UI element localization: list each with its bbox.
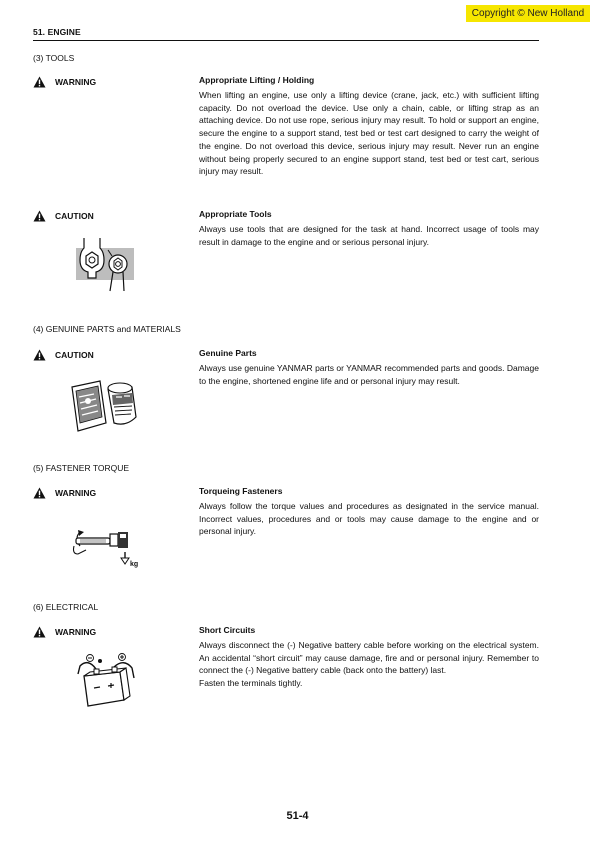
alert-electrical bbox=[33, 626, 96, 638]
entry-genuine bbox=[199, 348, 539, 387]
alert-label: WARNING bbox=[55, 627, 97, 637]
entry-body: Always disconnect the (-) Negative battery cable before working on the electrical system. An accidental “short circuit” may cause damage, fire and or personal injury. Remember to connect the (-) Negative battery cable (back onto the battery) last. bbox=[199, 640, 539, 676]
warning-triangle-icon bbox=[33, 626, 46, 638]
page-number: 51-4 bbox=[286, 810, 309, 822]
copyright-badge: Copyright © New Holland bbox=[466, 5, 590, 22]
entry-electrical bbox=[199, 625, 539, 690]
entry-heading: Torqueing Fasteners bbox=[199, 486, 283, 496]
section-title-electrical: (6) ELECTRICAL bbox=[33, 602, 99, 612]
entry-body: When lifting an engine, use only a lifting device (crane, jack, etc.) with sufficient lifting capacity. Do not overload the device. Use only a chain, cable, or lifting strap as an attaching device. Do not use rope, serious injury may result. To hold or support an engine, secure the engine to a support stand, test bed or test cart designed to carry the weight of the engine. Do not overload this device, serious injury may result. Never run an engine without being properly secured to an engine support stand, test bed or test cart, serious injury may result. bbox=[199, 90, 539, 177]
alert-label: CAUTION bbox=[55, 211, 94, 221]
entry-heading: Genuine Parts bbox=[199, 348, 257, 358]
entry-body: Always use tools that are designed for the task at hand. Incorrect usage of tools may result in damage to the engine and or serious personal injury. bbox=[199, 224, 539, 247]
entry-body: Always use genuine YANMAR parts or YANMAR recommended parts and goods. Damage to the engine, shortened engine life and or personal injury may result. bbox=[199, 363, 539, 386]
svg-text:kg: kg bbox=[130, 561, 139, 568]
wrench-tools-icon bbox=[72, 238, 138, 292]
entry-body-extra: Fasten the terminals tightly. bbox=[199, 678, 303, 689]
warning-triangle-icon bbox=[33, 487, 46, 499]
torque-wrench-icon bbox=[70, 524, 142, 568]
header-divider bbox=[33, 40, 539, 41]
warning-triangle-icon bbox=[33, 349, 46, 361]
entry-heading: Appropriate Tools bbox=[199, 209, 272, 219]
section-title-genuine: (4) GENUINE PARTS and MATERIALS bbox=[33, 324, 181, 334]
alert-label: CAUTION bbox=[55, 350, 94, 360]
entry-heading: Appropriate Lifting / Holding bbox=[199, 75, 315, 85]
battery-terminal-icon bbox=[74, 652, 138, 710]
alert-torque bbox=[33, 487, 96, 499]
warning-triangle-icon bbox=[33, 210, 46, 222]
entry-tools bbox=[199, 209, 539, 248]
alert-genuine bbox=[33, 349, 94, 361]
alert-lifting bbox=[33, 76, 96, 88]
alert-label: WARNING bbox=[55, 77, 97, 87]
entry-lifting bbox=[199, 75, 539, 178]
section-title-torque: (5) FASTENER TORQUE bbox=[33, 463, 130, 473]
warning-triangle-icon bbox=[33, 76, 46, 88]
entry-torque bbox=[199, 486, 539, 538]
section-title-tools: (3) TOOLS bbox=[33, 53, 75, 63]
entry-heading: Short Circuits bbox=[199, 625, 256, 635]
genuine-parts-package-icon bbox=[70, 377, 140, 433]
entry-body: Always follow the torque values and procedures as designated in the service manual. Incorrect values, procedures and or tools may cause damage to the engine and or personal injury. bbox=[199, 501, 539, 537]
chapter-title: 51. ENGINE bbox=[33, 27, 81, 37]
alert-label: WARNING bbox=[55, 488, 97, 498]
alert-tools bbox=[33, 210, 94, 222]
